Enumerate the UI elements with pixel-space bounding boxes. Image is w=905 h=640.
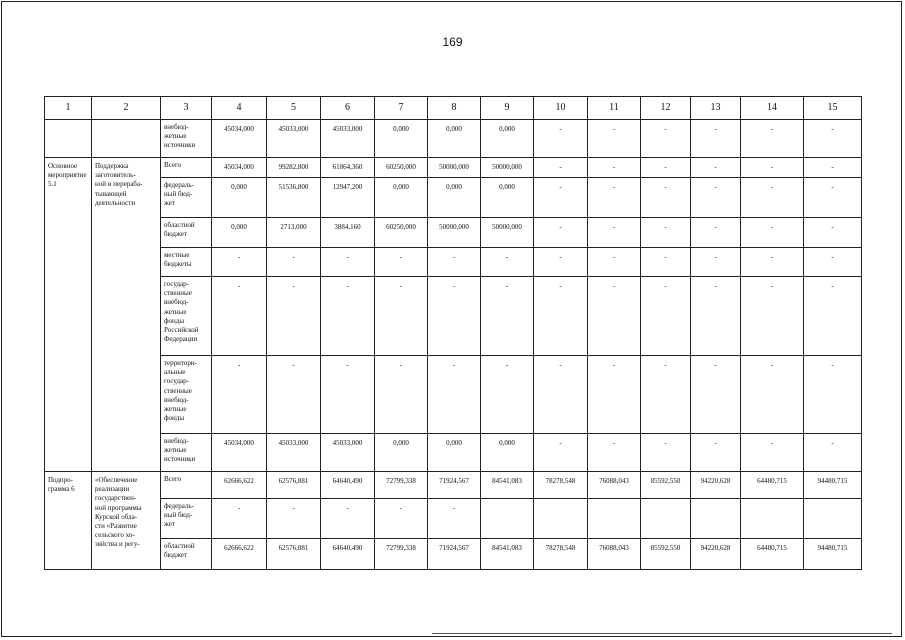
amount-cell: 0,000 xyxy=(375,434,428,472)
amount-cell: - xyxy=(741,158,804,178)
amount-cell: 0,000 xyxy=(212,178,267,218)
amount-cell: 62666,622 xyxy=(212,539,267,570)
amount-cell: 0,000 xyxy=(428,434,481,472)
column-header-14: 14 xyxy=(741,97,804,120)
amount-cell: 85592,550 xyxy=(641,472,691,499)
amount-cell: - xyxy=(588,178,641,218)
amount-cell: - xyxy=(267,356,321,434)
amount-cell: - xyxy=(534,120,588,158)
amount-cell: - xyxy=(481,248,534,277)
amount-cell: 0,000 xyxy=(428,178,481,218)
table-row xyxy=(45,218,862,248)
amount-cell: 0,000 xyxy=(212,218,267,248)
amount-cell: 64480,715 xyxy=(741,539,804,570)
amount-cell: - xyxy=(741,120,804,158)
amount-cell: 84541,083 xyxy=(481,539,534,570)
amount-cell: - xyxy=(588,218,641,248)
header-row xyxy=(45,97,862,120)
amount-cell: 94480,715 xyxy=(804,472,862,499)
amount-cell xyxy=(804,499,862,539)
amount-cell: 51536,800 xyxy=(267,178,321,218)
amount-cell: - xyxy=(212,248,267,277)
amount-cell xyxy=(481,499,534,539)
amount-cell: 0,000 xyxy=(375,120,428,158)
amount-cell: - xyxy=(641,218,691,248)
column-header-2: 2 xyxy=(92,97,161,120)
amount-cell: - xyxy=(375,499,428,539)
amount-cell: 2713,000 xyxy=(267,218,321,248)
column-header-8: 8 xyxy=(428,97,481,120)
amount-cell: - xyxy=(691,248,741,277)
amount-cell: 94220,628 xyxy=(691,472,741,499)
amount-cell: - xyxy=(691,277,741,356)
table-row xyxy=(45,277,862,356)
amount-cell: - xyxy=(534,158,588,178)
amount-cell: 78278,548 xyxy=(534,472,588,499)
column-header-12: 12 xyxy=(641,97,691,120)
amount-cell: 45034,000 xyxy=(212,120,267,158)
amount-cell: - xyxy=(321,499,375,539)
amount-cell: 45033,000 xyxy=(321,120,375,158)
amount-cell: - xyxy=(641,248,691,277)
amount-cell: - xyxy=(212,356,267,434)
amount-cell: 94220,628 xyxy=(691,539,741,570)
amount-cell: 94480,715 xyxy=(804,539,862,570)
column-header-10: 10 xyxy=(534,97,588,120)
amount-cell: 0,000 xyxy=(481,434,534,472)
table-row xyxy=(45,178,862,218)
amount-cell: - xyxy=(691,434,741,472)
column-header-15: 15 xyxy=(804,97,862,120)
amount-cell: 72799,338 xyxy=(375,472,428,499)
amount-cell: - xyxy=(804,277,862,356)
amount-cell: - xyxy=(804,356,862,434)
amount-cell: - xyxy=(804,120,862,158)
program-description-cell: «Обеспечение реализации государствен- ной программы Курской обла- сти «Развитие сельского хо- зяйства и регу- xyxy=(92,472,161,570)
amount-cell: - xyxy=(588,248,641,277)
table-row xyxy=(45,120,862,158)
funding-source-cell: Всего xyxy=(161,158,212,178)
amount-cell: - xyxy=(641,158,691,178)
program-description-cell: Поддержка заготовитель- ной и перераба- тывающей деятельности xyxy=(92,158,161,472)
amount-cell: - xyxy=(428,248,481,277)
column-header-13: 13 xyxy=(691,97,741,120)
amount-cell: - xyxy=(741,356,804,434)
funding-source-cell: территори- альные государ- ственные внебюд- жетные фонды xyxy=(161,356,212,434)
amount-cell: 60250,000 xyxy=(375,158,428,178)
amount-cell: 71924,567 xyxy=(428,539,481,570)
amount-cell: 0,000 xyxy=(481,178,534,218)
amount-cell: - xyxy=(534,218,588,248)
table-row xyxy=(45,539,862,570)
funding-source-cell: государ- ственные внебюд- жетные фонды Российской Федерации xyxy=(161,277,212,356)
funding-source-cell: областной бюджет xyxy=(161,539,212,570)
amount-cell: - xyxy=(428,277,481,356)
amount-cell: - xyxy=(691,178,741,218)
program-name-cell: Подпро- грамма 6 xyxy=(45,472,92,570)
amount-cell: 50000,000 xyxy=(428,158,481,178)
amount-cell: 64640,490 xyxy=(321,539,375,570)
amount-cell: 99282,800 xyxy=(267,158,321,178)
amount-cell: - xyxy=(534,248,588,277)
amount-cell: - xyxy=(641,277,691,356)
amount-cell: 45033,000 xyxy=(267,120,321,158)
amount-cell: - xyxy=(804,248,862,277)
amount-cell: 45034,000 xyxy=(212,158,267,178)
amount-cell: 0,000 xyxy=(375,178,428,218)
table-row xyxy=(45,158,862,178)
amount-cell: - xyxy=(641,120,691,158)
amount-cell: 85592,550 xyxy=(641,539,691,570)
amount-cell: 78278,548 xyxy=(534,539,588,570)
amount-cell: - xyxy=(804,178,862,218)
amount-cell: - xyxy=(741,434,804,472)
funding-source-cell: федераль- ный бюд- жет xyxy=(161,178,212,218)
table-row xyxy=(45,472,862,499)
amount-cell: 50000,000 xyxy=(428,218,481,248)
budget-table xyxy=(44,96,862,570)
bottom-rule xyxy=(432,633,892,634)
column-header-4: 4 xyxy=(212,97,267,120)
amount-cell: - xyxy=(641,178,691,218)
column-header-6: 6 xyxy=(321,97,375,120)
amount-cell xyxy=(534,499,588,539)
amount-cell: - xyxy=(212,277,267,356)
column-header-7: 7 xyxy=(375,97,428,120)
column-header-3: 3 xyxy=(161,97,212,120)
amount-cell: 45033,000 xyxy=(321,434,375,472)
amount-cell: 45034,000 xyxy=(212,434,267,472)
amount-cell: - xyxy=(534,356,588,434)
funding-source-cell: федераль- ный бюд- жет xyxy=(161,499,212,539)
amount-cell: 64640,490 xyxy=(321,472,375,499)
table-row xyxy=(45,356,862,434)
amount-cell: - xyxy=(588,158,641,178)
amount-cell: - xyxy=(691,218,741,248)
amount-cell: - xyxy=(588,120,641,158)
amount-cell: 50000,000 xyxy=(481,158,534,178)
amount-cell: - xyxy=(641,434,691,472)
funding-source-cell: Всего xyxy=(161,472,212,499)
funding-source-cell: областной бюджет xyxy=(161,218,212,248)
amount-cell xyxy=(641,499,691,539)
column-header-9: 9 xyxy=(481,97,534,120)
amount-cell: 72799,338 xyxy=(375,539,428,570)
amount-cell: - xyxy=(804,218,862,248)
amount-cell: - xyxy=(741,277,804,356)
amount-cell: - xyxy=(534,178,588,218)
amount-cell: - xyxy=(588,356,641,434)
amount-cell: - xyxy=(267,248,321,277)
amount-cell: - xyxy=(641,356,691,434)
amount-cell: 0,000 xyxy=(428,120,481,158)
amount-cell: - xyxy=(534,277,588,356)
amount-cell: 71924,567 xyxy=(428,472,481,499)
amount-cell: 62576,881 xyxy=(267,472,321,499)
amount-cell: 60250,000 xyxy=(375,218,428,248)
program-name-cell: Основное мероприятие 5.1 xyxy=(45,158,92,472)
amount-cell: 76088,043 xyxy=(588,539,641,570)
amount-cell: - xyxy=(588,277,641,356)
amount-cell: 76088,043 xyxy=(588,472,641,499)
amount-cell: - xyxy=(321,248,375,277)
amount-cell xyxy=(588,499,641,539)
amount-cell: 64480,715 xyxy=(741,472,804,499)
amount-cell: 84541,083 xyxy=(481,472,534,499)
amount-cell: 62666,622 xyxy=(212,472,267,499)
funding-source-cell: местные бюджеты xyxy=(161,248,212,277)
amount-cell: - xyxy=(321,277,375,356)
column-header-5: 5 xyxy=(267,97,321,120)
amount-cell: - xyxy=(375,248,428,277)
funding-source-cell: внебюд- жетные источники xyxy=(161,434,212,472)
amount-cell xyxy=(691,499,741,539)
program-name-cell xyxy=(45,120,92,158)
amount-cell: 0,000 xyxy=(481,120,534,158)
amount-cell: 50000,000 xyxy=(481,218,534,248)
column-header-11: 11 xyxy=(588,97,641,120)
amount-cell: - xyxy=(321,356,375,434)
amount-cell: 12947,200 xyxy=(321,178,375,218)
amount-cell: - xyxy=(741,248,804,277)
amount-cell: - xyxy=(741,178,804,218)
amount-cell: - xyxy=(428,356,481,434)
amount-cell: - xyxy=(481,356,534,434)
amount-cell: - xyxy=(691,120,741,158)
page-number: 169 xyxy=(442,35,463,49)
column-header-1: 1 xyxy=(45,97,92,120)
table-row xyxy=(45,248,862,277)
amount-cell: - xyxy=(267,499,321,539)
amount-cell: - xyxy=(804,158,862,178)
amount-cell: - xyxy=(691,356,741,434)
amount-cell: - xyxy=(428,499,481,539)
amount-cell: 62576,881 xyxy=(267,539,321,570)
amount-cell: 45033,000 xyxy=(267,434,321,472)
amount-cell: 3884,160 xyxy=(321,218,375,248)
amount-cell: - xyxy=(375,277,428,356)
amount-cell: - xyxy=(588,434,641,472)
amount-cell: - xyxy=(481,277,534,356)
table-row xyxy=(45,434,862,472)
program-description-cell xyxy=(92,120,161,158)
amount-cell: - xyxy=(212,499,267,539)
amount-cell xyxy=(741,499,804,539)
amount-cell: - xyxy=(375,356,428,434)
table-row xyxy=(45,499,862,539)
amount-cell: - xyxy=(267,277,321,356)
amount-cell: - xyxy=(691,158,741,178)
funding-source-cell: внебюд- жетные источники xyxy=(161,120,212,158)
amount-cell: 61864,360 xyxy=(321,158,375,178)
amount-cell: - xyxy=(534,434,588,472)
amount-cell: - xyxy=(804,434,862,472)
amount-cell: - xyxy=(741,218,804,248)
